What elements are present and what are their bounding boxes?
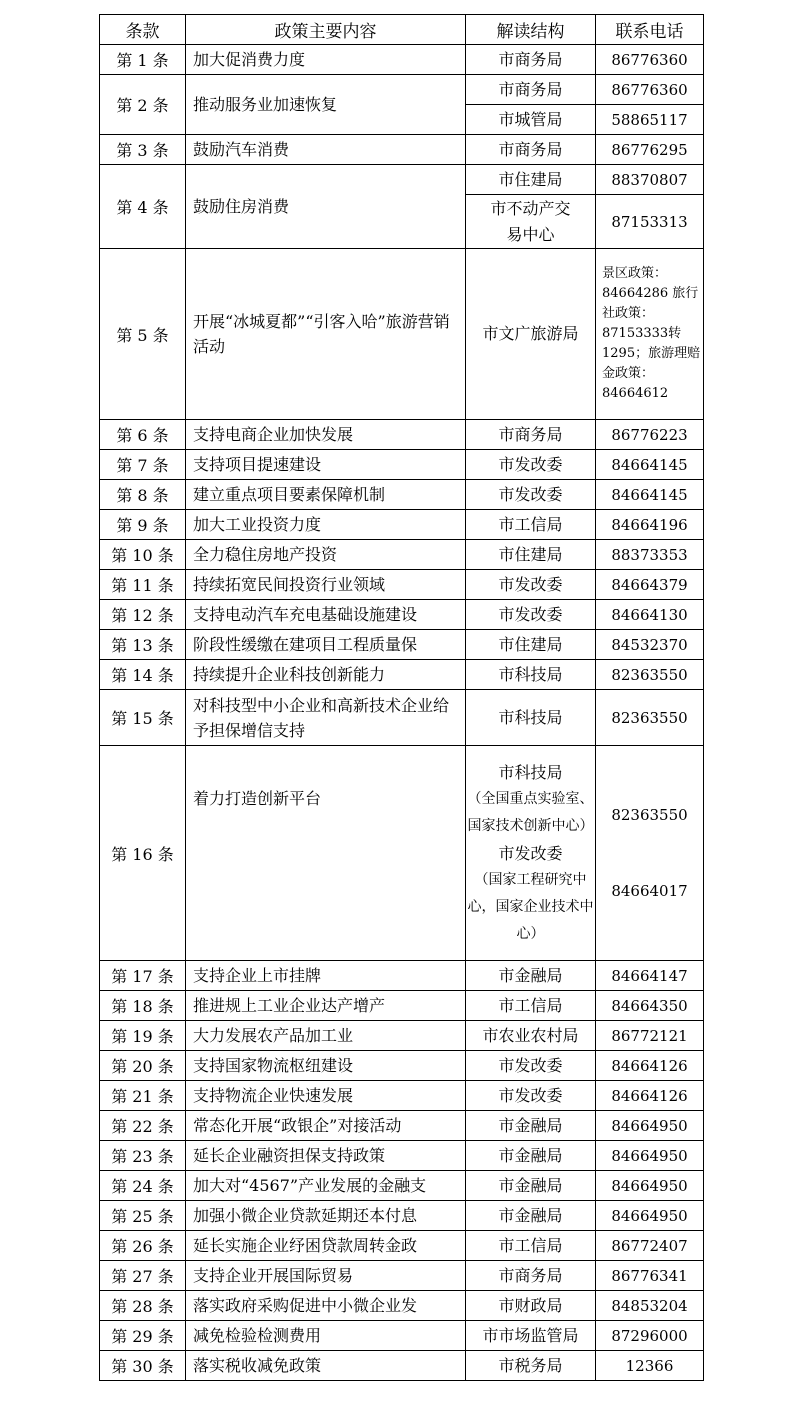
table-row [100,600,704,630]
phone-cell: 84664379 [596,570,704,600]
content-cell: 推进规上工业企业达产增产 [186,991,466,1021]
dept-cell: 市住建局 [466,165,596,195]
clause-cell: 第 9 条 [100,510,186,540]
phone-cell: 84664950 [596,1141,704,1171]
phone-cell: 84664147 [596,961,704,991]
dept-cell: 市工信局 [466,991,596,1021]
clause-cell: 第 11 条 [100,570,186,600]
table-row [100,630,704,660]
table-row [100,540,704,570]
table-row [100,1291,704,1321]
phone-cell: 88373353 [596,540,704,570]
content-cell: 全力稳住房地产投资 [186,540,466,570]
phone-cell: 86776360 [596,75,704,105]
phone-cell: 84664145 [596,480,704,510]
dept-cell: 市金融局 [466,1141,596,1171]
content-cell: 持续拓宽民间投资行业领域 [186,570,466,600]
content-cell: 支持物流企业快速发展 [186,1081,466,1111]
dept-cell: 市城管局 [466,105,596,135]
phone-cell: 58865117 [596,105,704,135]
clause-cell: 第 1 条 [100,45,186,75]
header-clause: 条款 [100,15,186,45]
content-cell: 推动服务业加速恢复 [186,75,466,135]
clause-cell: 第 17 条 [100,961,186,991]
content-cell: 持续提升企业科技创新能力 [186,660,466,690]
clause-cell: 第 22 条 [100,1111,186,1141]
table-row [100,746,704,961]
clause-cell: 第 6 条 [100,420,186,450]
table-row [100,75,704,105]
phone-cell: 87153313 [596,195,704,249]
dept-cell: 市商务局 [466,420,596,450]
dept-cell: 市金融局 [466,1171,596,1201]
dept-cell: 市住建局 [466,630,596,660]
dept-cell: 市住建局 [466,540,596,570]
table-row [100,570,704,600]
content-cell: 支持电商企业加快发展 [186,420,466,450]
content-cell: 加大对“4567”产业发展的金融支 [186,1171,466,1201]
clause-cell: 第 29 条 [100,1321,186,1351]
dept-cell: 市科技局 [466,660,596,690]
dept-cell: 市发改委 [466,600,596,630]
phone-cell [596,746,704,961]
phone-cell: 84664130 [596,600,704,630]
clause-cell: 第 18 条 [100,991,186,1021]
dept-cell: 市发改委 [466,1051,596,1081]
content-cell: 鼓励住房消费 [186,165,466,249]
clause-cell: 第 2 条 [100,75,186,135]
header-dept: 解读结构 [466,15,596,45]
content-cell: 落实税收减免政策 [186,1351,466,1381]
phone-cell: 86776360 [596,45,704,75]
dept-name: 市科技局 [498,762,563,782]
phone-cell: 84853204 [596,1291,704,1321]
clause-cell: 第 30 条 [100,1351,186,1381]
phone-cell: 84664950 [596,1201,704,1231]
dept-cell: 市财政局 [466,1291,596,1321]
dept-note: （全国重点实验室、国家技术创新中心） [467,790,594,834]
table-row [100,165,704,195]
table-row [100,1171,704,1201]
content-cell: 阶段性缓缴在建项目工程质量保 [186,630,466,660]
dept-cell: 市市场监管局 [466,1321,596,1351]
phone-cell: 88370807 [596,165,704,195]
content-cell: 着力打造创新平台 [186,746,466,961]
clause-cell: 第 13 条 [100,630,186,660]
clause-cell: 第 4 条 [100,165,186,249]
clause-cell: 第 12 条 [100,600,186,630]
phone-cell: 84664350 [596,991,704,1021]
table-row [100,45,704,75]
table-row [100,660,704,690]
table-row [100,480,704,510]
content-cell: 建立重点项目要素保障机制 [186,480,466,510]
content-cell: 落实政府采购促进中小微企业发 [186,1291,466,1321]
dept-cell: 市文广旅游局 [466,249,596,420]
phone-cell: 84664126 [596,1051,704,1081]
table-row [100,420,704,450]
content-cell: 加大工业投资力度 [186,510,466,540]
dept-cell: 市工信局 [466,1231,596,1261]
phone-cell: 86772407 [596,1231,704,1261]
clause-cell: 第 28 条 [100,1291,186,1321]
dept-cell [466,746,596,961]
dept-cell: 市发改委 [466,1081,596,1111]
dept-note: （国家工程研究中心，国家企业技术中心） [467,871,594,942]
dept-cell: 市商务局 [466,45,596,75]
phone-cell: 82363550 [596,690,704,746]
clause-cell: 第 19 条 [100,1021,186,1051]
content-cell: 开展“冰城夏都”“引客入哈”旅游营销活动 [186,249,466,420]
content-cell: 支持项目提速建设 [186,450,466,480]
phone-cell: 84664196 [596,510,704,540]
header-phone: 联系电话 [596,15,704,45]
dept-cell: 市科技局 [466,690,596,746]
table-row [100,135,704,165]
table-row [100,1051,704,1081]
phone-cell: 84664126 [596,1081,704,1111]
clause-cell: 第 8 条 [100,480,186,510]
clause-cell: 第 7 条 [100,450,186,480]
dept-name: 市发改委 [498,843,563,863]
dept-cell: 市商务局 [466,75,596,105]
table-row [100,1351,704,1381]
content-cell: 支持企业开展国际贸易 [186,1261,466,1291]
clause-cell: 第 15 条 [100,690,186,746]
phone-value: 84664017 [611,882,688,900]
content-cell: 减免检验检测费用 [186,1321,466,1351]
phone-cell: 82363550 [596,660,704,690]
clause-cell: 第 27 条 [100,1261,186,1291]
content-cell: 支持电动汽车充电基础设施建设 [186,600,466,630]
table-row [100,1321,704,1351]
phone-cell: 86772121 [596,1021,704,1051]
spacer [596,824,703,882]
table-row [100,510,704,540]
clause-cell: 第 10 条 [100,540,186,570]
phone-value: 82363550 [611,806,688,824]
dept-cell: 市发改委 [466,570,596,600]
table-row [100,690,704,746]
table-row [100,961,704,991]
table-header-row [100,15,704,45]
dept-cell: 市商务局 [466,135,596,165]
clause-cell: 第 20 条 [100,1051,186,1081]
table-row [100,249,704,420]
phone-cell: 87296000 [596,1321,704,1351]
table-row [100,1141,704,1171]
clause-cell: 第 26 条 [100,1231,186,1261]
table-row [100,1261,704,1291]
dept-cell: 市不动产交易中心 [466,195,596,249]
phone-cell: 景区政策：84664286 旅行社政策：87153333转1295；旅游理赔金政策：84664612 [596,249,704,420]
table-row [100,1201,704,1231]
table-row [100,1021,704,1051]
dept-cell: 市商务局 [466,1261,596,1291]
phone-cell: 86776223 [596,420,704,450]
clause-cell: 第 23 条 [100,1141,186,1171]
content-cell: 常态化开展“政银企”对接活动 [186,1111,466,1141]
content-cell: 支持国家物流枢纽建设 [186,1051,466,1081]
phone-cell: 86776295 [596,135,704,165]
clause-cell: 第 5 条 [100,249,186,420]
clause-cell: 第 21 条 [100,1081,186,1111]
phone-cell: 84664145 [596,450,704,480]
clause-cell: 第 16 条 [100,746,186,961]
phone-cell: 86776341 [596,1261,704,1291]
dept-cell: 市金融局 [466,1111,596,1141]
clause-cell: 第 3 条 [100,135,186,165]
table-row [100,1231,704,1261]
content-cell: 支持企业上市挂牌 [186,961,466,991]
content-cell: 对科技型中小企业和高新技术企业给予担保增信支持 [186,690,466,746]
content-cell: 加大促消费力度 [186,45,466,75]
content-cell: 延长实施企业纾困贷款周转金政 [186,1231,466,1261]
clause-cell: 第 24 条 [100,1171,186,1201]
dept-cell: 市发改委 [466,480,596,510]
header-content: 政策主要内容 [186,15,466,45]
dept-cell: 市税务局 [466,1351,596,1381]
phone-cell: 84664950 [596,1111,704,1141]
dept-cell: 市农业农村局 [466,1021,596,1051]
policy-table [99,14,704,1381]
content-cell: 鼓励汽车消费 [186,135,466,165]
dept-cell: 市工信局 [466,510,596,540]
table-row [100,991,704,1021]
phone-cell: 84532370 [596,630,704,660]
phone-cell: 12366 [596,1351,704,1381]
phone-cell: 84664950 [596,1171,704,1201]
dept-cell: 市金融局 [466,961,596,991]
dept-cell: 市金融局 [466,1201,596,1231]
clause-cell: 第 14 条 [100,660,186,690]
content-cell: 大力发展农产品加工业 [186,1021,466,1051]
table-row [100,1111,704,1141]
dept-cell: 市发改委 [466,450,596,480]
content-cell: 加强小微企业贷款延期还本付息 [186,1201,466,1231]
table-row [100,1081,704,1111]
clause-cell: 第 25 条 [100,1201,186,1231]
content-cell: 延长企业融资担保支持政策 [186,1141,466,1171]
table-row [100,450,704,480]
